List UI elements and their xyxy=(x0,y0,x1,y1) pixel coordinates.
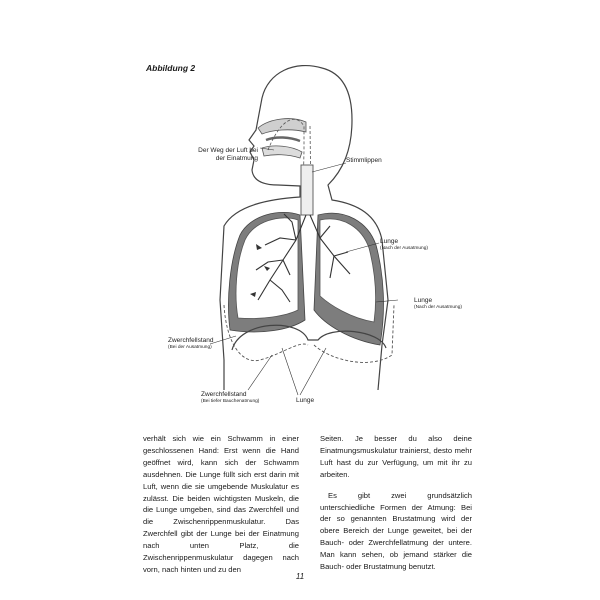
label-diaphragm-exhale-note: (Bei der Ausatmung) xyxy=(168,345,212,350)
label-diaphragm-exhale-name: Zwerchfellstand xyxy=(168,337,214,344)
page-number: 11 xyxy=(295,572,305,581)
text-column-right xyxy=(320,433,472,582)
label-lung-exhale-name: Lunge xyxy=(380,238,399,245)
oral-cavity xyxy=(262,146,302,158)
label-diaphragm-exhale xyxy=(168,337,214,351)
label-lung-exhale2-note: (Nach der Ausatmung) xyxy=(414,305,462,310)
trachea xyxy=(301,165,313,215)
label-diaphragm-deep xyxy=(201,391,259,405)
paragraph-left-1: verhält sich wie ein Schwamm in einer geschlossenen Hand: Erst wenn die Hand geöffnet wird, kann sich der Schwamm ausdehnen. Die Lunge füllt sich erst darin mit Luft, wenn die sie umgebende Muskulatur es zulässt. Die beiden wichtigsten Muskeln, die die Lunge umgeben, sind das Zwerchfell und die Zwischenrippenmuskulatur. Das Zwerchfell gibt der Lunge bei der Einatmung nach unten Platz, die Zwischenrippenmuskulatur dagegen nach vorn, nach hinten und zu den xyxy=(143,434,299,574)
text-column-left xyxy=(143,433,299,585)
label-glottis: Stimmlippen xyxy=(346,157,382,164)
label-diaphragm-deep-note: (Bei tiefer Bauchenatmung) xyxy=(201,399,260,404)
label-airway xyxy=(168,147,258,163)
label-airway-line1: Der Weg der Luft bei xyxy=(198,147,258,154)
palate-shading xyxy=(266,137,300,141)
label-airway-line2: der Einatmung xyxy=(215,155,258,162)
figure-title: Abbildung 2 xyxy=(146,63,196,73)
label-lung-exhale-note: (Nach der Ausatmung) xyxy=(380,246,428,251)
label-lung-exhale2-name: Lunge xyxy=(414,297,433,304)
paragraph-right-1: Seiten. Je besser du also deine Einatmungsmuskulatur trainierst, desto mehr Luft hast du zur Verfügung, um mit ihr zu arbeiten. xyxy=(320,434,472,479)
label-lung-bottom: Lunge xyxy=(296,397,315,404)
paragraph-right-2: Es gibt zwei grundsätzlich unterschiedliche Formen der Atmung: Bei der so genannten Brustatmung wird der obere Bereich der Lunge geweitet, bei der Bauch- oder Zwerchfellatmung der untere. Man kann sehen, ob jemand stärker die Bauch- oder Brustatmung benutzt. xyxy=(320,490,472,572)
label-lung-exhale-2 xyxy=(414,297,462,311)
label-lung-exhale xyxy=(380,238,428,252)
label-diaphragm-deep-name: Zwerchfellstand xyxy=(201,391,247,398)
